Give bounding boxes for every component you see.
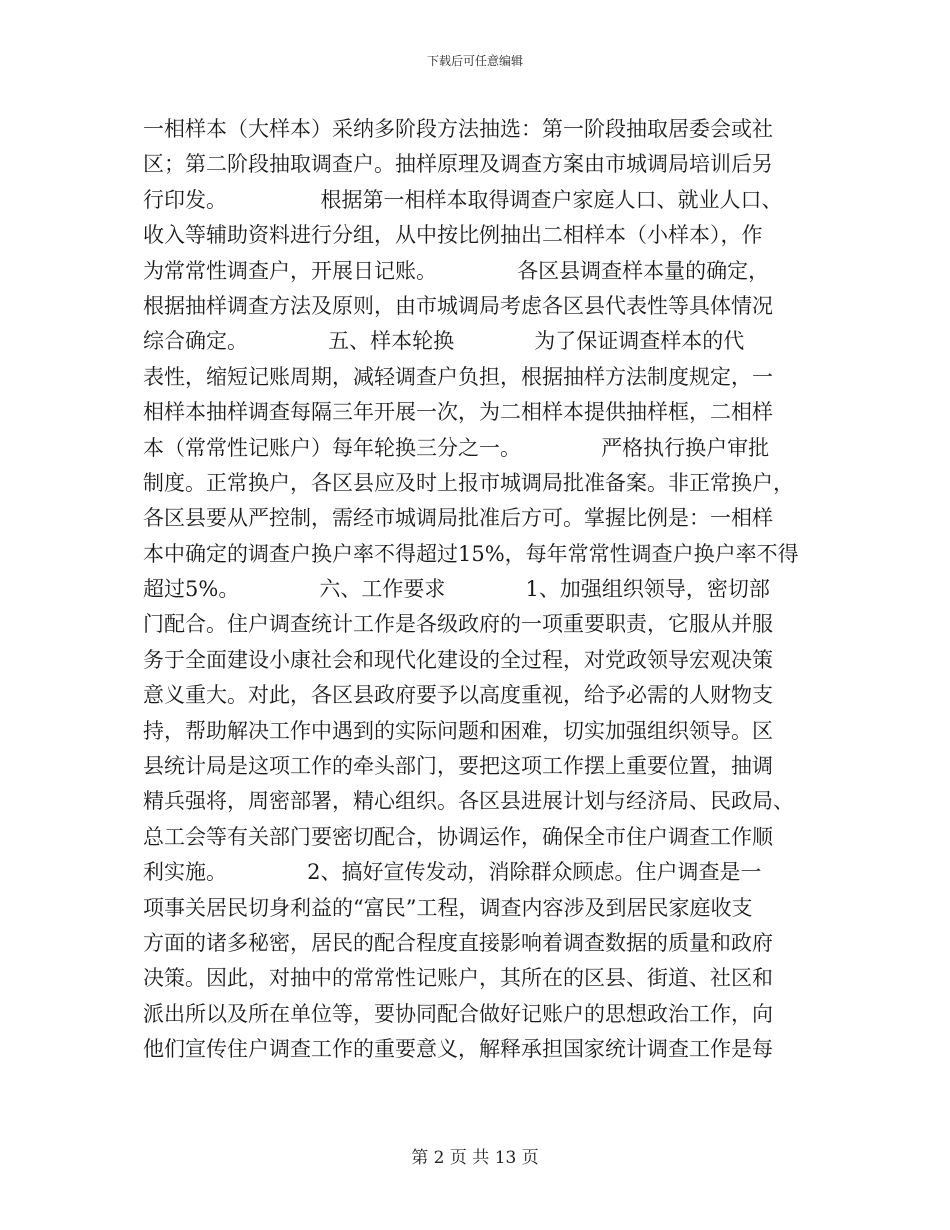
body-line: 本中确定的调查户换户率不得超过15%，每年常常性调查户换户率不得 [143, 541, 799, 566]
body-line: 超过5%。 六、工作要求 1、加强组织领导，密切部 [143, 577, 770, 602]
body-line: 收入等辅助资料进行分组，从中按比例抽出二相样本（小样本），作 [143, 223, 763, 248]
body-line: 本（常常性记账户）每年轮换三分之一。 严格执行换户审批 [143, 435, 770, 460]
body-line: 项事关居民切身利益的“富民”工程，调查内容涉及到居民家庭收支 [143, 895, 753, 920]
body-line: 行印发。 根据第一相样本取得调查户家庭人口、就业人口、 [143, 187, 783, 212]
body-line: 决策。因此，对抽中的常常性记账户，其所在的区县、街道、社区和 [143, 966, 773, 991]
body-line: 方面的诸多秘密，居民的配合程度直接影响着调查数据的质量和政府 [143, 930, 773, 955]
body-line: 持，帮助解决工作中遇到的实际问题和困难，切实加强组织领导。区 [143, 718, 773, 743]
body-line: 他们宣传住户调查工作的重要意义，解释承担国家统计调查工作是每 [143, 1037, 773, 1062]
body-line: 综合确定。 五、样本轮换 为了保证调查样本的代 [143, 329, 745, 354]
page-header-note: 下载后可任意编辑 [426, 54, 523, 68]
body-line: 区；第二阶段抽取调查户。抽样原理及调查方案由市城调局培训后另 [143, 152, 773, 177]
body-line: 派出所以及所在单位等，要协同配合做好记账户的思想政治工作，向 [143, 1001, 773, 1026]
body-line: 意义重大。对此，各区县政府要予以高度重视，给予必需的人财物支 [143, 683, 773, 708]
document-body [143, 112, 803, 1068]
body-line: 精兵强将，周密部署，精心组织。各区县进展计划与经济局、民政局、 [143, 789, 794, 814]
body-line: 相样本抽样调查每隔三年开展一次，为二相样本提供抽样框，二相样 [143, 400, 773, 425]
body-line: 表性，缩短记账周期，减轻调查户负担，根据抽样方法制度规定，一 [143, 364, 773, 389]
page-number-footer: 第 2 页 共 13 页 [411, 1148, 539, 1168]
body-line: 务于全面建设小康社会和现代化建设的全过程，对党政领导宏观决策 [143, 647, 773, 672]
body-line: 制度。正常换户，各区县应及时上报市城调局批准备案。非正常换户， [143, 470, 794, 495]
body-line: 门配合。住户调查统计工作是各级政府的一项重要职责，它服从并服 [143, 612, 773, 637]
body-line: 县统计局是这项工作的牵头部门，要把这项工作摆上重要位置，抽调 [143, 754, 773, 779]
body-line: 一相样本（大样本）采纳多阶段方法抽选：第一阶段抽取居委会或社 [143, 117, 773, 141]
body-line: 各区县要从严控制，需经市城调局批准后方可。掌握比例是：一相样 [143, 506, 773, 531]
body-line: 利实施。 2、搞好宣传发动，消除群众顾虑。住户调查是一 [143, 860, 762, 885]
body-line: 根据抽样调查方法及原则，由市城调局考虑各区县代表性等具体情况 [143, 293, 773, 318]
body-line: 总工会等有关部门要密切配合，协调运作，确保全市住户调查工作顺 [143, 824, 773, 849]
body-line: 为常常性调查户，开展日记账。 各区县调查样本量的确定， [143, 258, 770, 283]
